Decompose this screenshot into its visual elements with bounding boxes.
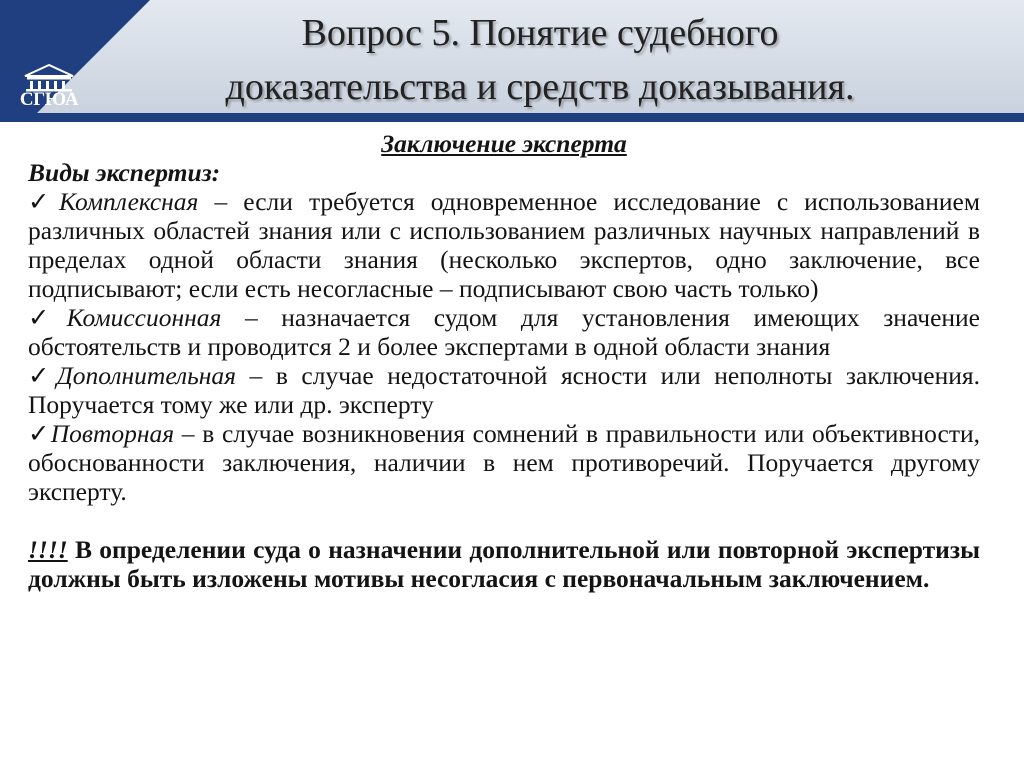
building-icon [19,62,79,92]
check-icon: ✓ [28,187,60,216]
header-bar [0,0,1024,113]
university-logo [19,62,79,113]
item-text: – назначается судом для установления имеющих значение обстоятельств и проводится 2 и более экспертами в одной области знания [28,303,980,361]
logo-text: СГЮА [19,89,79,110]
spacer [28,506,980,535]
item-term: Комплексная [59,187,199,216]
list-item [28,419,980,506]
slide-title-line1: Вопрос 5. Понятие судебного [301,12,779,54]
list-item [28,187,980,303]
check-icon: ✓ [28,303,67,332]
section-subtitle: Заключение эксперта [381,129,627,158]
slide-body [28,129,980,593]
check-icon: ✓ [28,419,51,448]
list-heading: Виды экспертиз: [28,158,221,187]
header-divider [0,113,1024,122]
item-text: – если требуется одновременное исследование с использованием различных областей знания или с использованием различных научных направлений в пределах одной области знания (несколько экспертов, одно заключение, все подписывают; если есть несогласные – подписывают свою часть только) [28,187,980,303]
list-item [28,361,980,419]
note-text: В определении суда о назначении дополнительной или повторной экспертизы должны быть изложены мотивы несогласия с первоначальным заключением. [28,535,980,593]
item-text: – в случае недостаточной ясности или неполноты заключения. Поручается тому же или др. эксперту [28,361,980,419]
item-term: Повторная [50,419,175,448]
check-icon: ✓ [28,361,57,390]
item-term: Дополнительная [56,361,236,390]
item-text: – в случае возникновения сомнений в правильности или объективности, обоснованности заключения, наличии в нем противоречий. Поручается другому эксперту. [28,419,980,506]
note-mark: !!!! [28,535,68,564]
important-note [28,535,980,593]
slide-title-line2: доказательства и средств доказывания. [225,66,855,108]
item-term: Комиссионная [66,303,222,332]
slide-title [110,6,970,113]
list-item [28,303,980,361]
